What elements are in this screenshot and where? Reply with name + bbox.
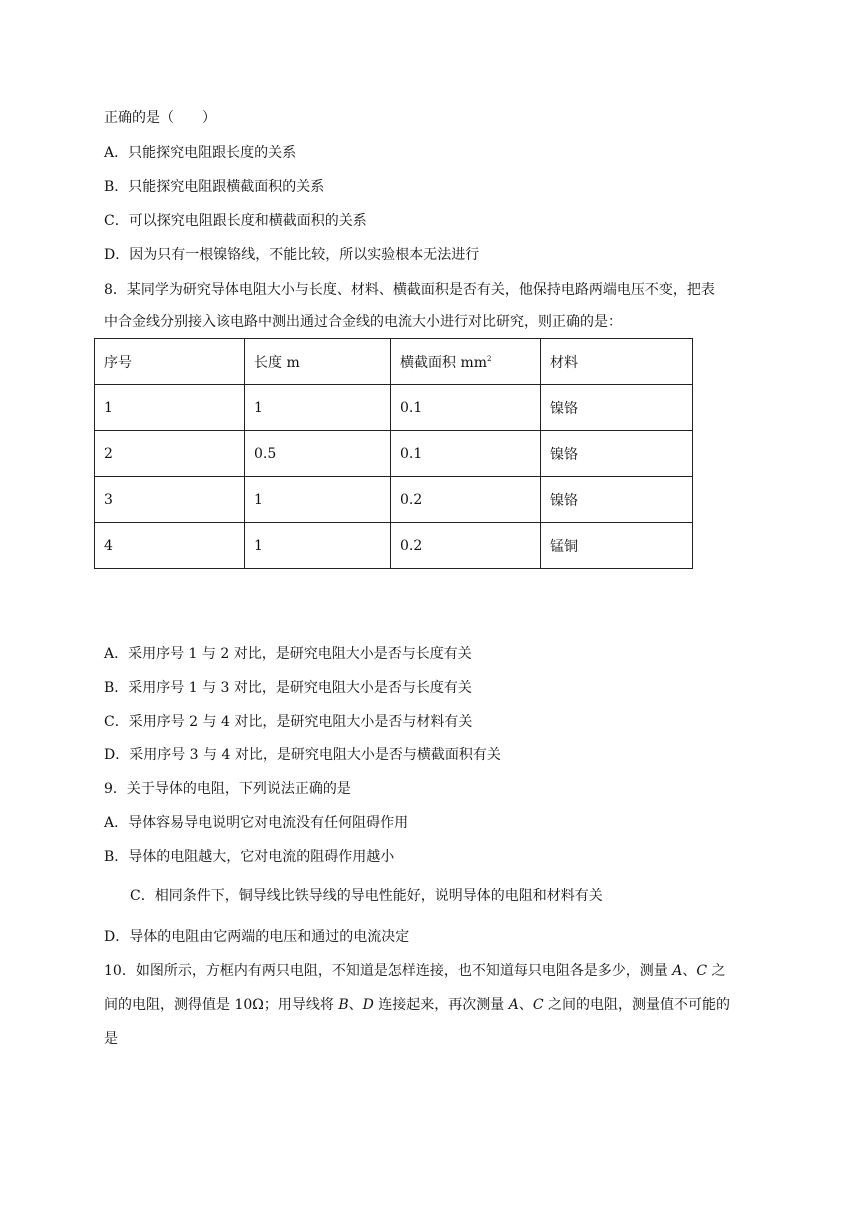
cell-length: 0.5 (245, 431, 391, 477)
cell-area: 0.2 (391, 477, 541, 523)
option-c: C．相同条件下，铜导线比铁导线的导电性能好，说明导体的电阻和材料有关 (130, 888, 603, 904)
q9-stem: 9．关于导体的电阻，下列说法正确的是 (104, 781, 351, 797)
q10-stem-line-1: 10．如图所示，方框内有两只电阻，不知道是怎样连接，也不知道每只电阻各是多少，测量 A、C 之 (104, 963, 726, 979)
q10-stem-line-2: 间的电阻，测得值是 10Ω；用导线将 B、D 连接起来，再次测量 A、C 之间的电阻，测量值不可能的 (104, 997, 731, 1013)
option-d: D．导体的电阻由它两端的电压和通过的电流决定 (104, 929, 410, 945)
wire-table (94, 338, 693, 569)
header-material: 材料 (541, 339, 693, 385)
cell-material: 镍铬 (541, 385, 693, 431)
q8-stem-line-2: 中合金线分别接入该电路中测出通过合金线的电流大小进行对比研究，则正确的是： (104, 314, 622, 330)
cell-area: 0.2 (391, 523, 541, 569)
option-d: D．采用序号 3 与 4 对比，是研究电阻大小是否与横截面积有关 (104, 747, 501, 763)
option-a: A．只能探究电阻跟长度的关系 (104, 145, 297, 161)
question-stem-tail: 正确的是（ ） (104, 110, 216, 126)
cell-area: 0.1 (391, 385, 541, 431)
option-b: B．只能探究电阻跟横截面积的关系 (104, 179, 325, 195)
table-header-row (95, 339, 693, 385)
table-row (95, 385, 693, 431)
table-row (95, 477, 693, 523)
cell-material: 镍铬 (541, 431, 693, 477)
cell-material: 镍铬 (541, 477, 693, 523)
q10-stem-line-3: 是 (104, 1031, 118, 1047)
cell-index: 2 (95, 431, 245, 477)
option-b: B．导体的电阻越大，它对电流的阻碍作用越小 (104, 849, 395, 865)
option-a: A．导体容易导电说明它对电流没有任何阻碍作用 (104, 815, 409, 831)
header-length: 长度 m (245, 339, 391, 385)
option-b: B．采用序号 1 与 3 对比，是研究电阻大小是否与长度有关 (104, 680, 472, 696)
table-row (95, 431, 693, 477)
cell-material: 锰铜 (541, 523, 693, 569)
cell-length: 1 (245, 385, 391, 431)
header-index: 序号 (95, 339, 245, 385)
option-c: C．采用序号 2 与 4 对比，是研究电阻大小是否与材料有关 (104, 714, 473, 730)
option-a: A．采用序号 1 与 2 对比，是研究电阻大小是否与长度有关 (104, 646, 472, 662)
cell-index: 1 (95, 385, 245, 431)
option-c: C．可以探究电阻跟长度和横截面积的关系 (104, 213, 367, 229)
cell-area: 0.1 (391, 431, 541, 477)
option-d: D．因为只有一根镍铬线，不能比较，所以实验根本无法进行 (104, 247, 480, 263)
q8-stem-line-1: 8．某同学为研究导体电阻大小与长度、材料、横截面积是否有关，他保持电路两端电压不变，把表 (104, 282, 715, 298)
cell-index: 3 (95, 477, 245, 523)
cell-length: 1 (245, 523, 391, 569)
table-row (95, 523, 693, 569)
cell-index: 4 (95, 523, 245, 569)
header-area: 横截面积 $mm^2$ (391, 339, 541, 385)
cell-length: 1 (245, 477, 391, 523)
